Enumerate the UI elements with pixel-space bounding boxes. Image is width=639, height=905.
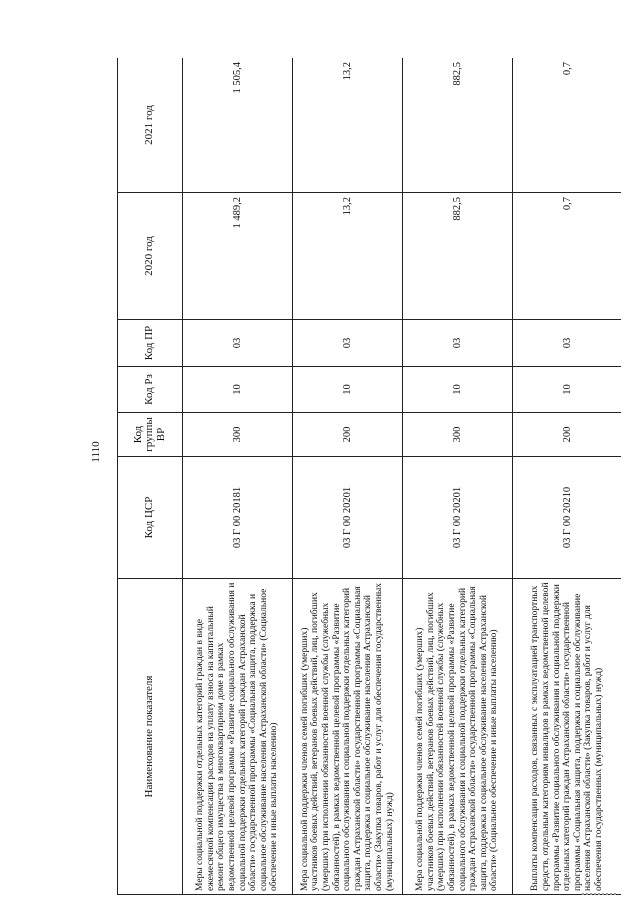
- row-pr: 03: [293, 320, 403, 367]
- row-rz: 10: [513, 367, 622, 413]
- page-number: 1110: [90, 441, 102, 463]
- table-row: [183, 58, 293, 895]
- table-row: [293, 58, 403, 895]
- table-container: [117, 58, 621, 895]
- row-csr: 03 Г 00 20210: [513, 457, 622, 579]
- header-rz: Код Рз: [118, 367, 183, 413]
- row-vr: 300: [183, 413, 293, 457]
- budget-table: [117, 58, 621, 895]
- header-name: Наименование показателя: [118, 579, 183, 895]
- row-name: Мера социальной поддержки членов семей погибших (умерших) участников боевых действий, ветеранов боевых действий, лиц, погибших (умерших) при исполнении обязанностей военной службы (служебных обязанностей), в рамках ведомственной целевой программы «Развитие социального обслуживания и социальной поддержки отдельных категорий граждан Астраханской области» государственной программы «Социальная защита, поддержка и социальное обслуживание населения Астраханской области» (Социальное обеспечение и иные выплаты населению): [403, 579, 513, 895]
- row-csr: 03 Г 00 20201: [293, 457, 403, 579]
- row-2020: 882,5: [403, 193, 513, 320]
- row-pr: 03: [513, 320, 622, 367]
- scan-mark: [582, 893, 616, 895]
- row-2020: 1 489,2: [183, 193, 293, 320]
- row-pr: 03: [403, 320, 513, 367]
- header-pr: Код ПР: [118, 320, 183, 367]
- table-row: [513, 58, 622, 895]
- row-vr: 200: [513, 413, 622, 457]
- row-2021: 13,2: [293, 58, 403, 193]
- row-2021: 1 505,4: [183, 58, 293, 193]
- row-2021: 882,5: [403, 58, 513, 193]
- rotated-table-frame: [117, 58, 621, 895]
- row-name: Мера социальной поддержки членов семей погибших (умерших) участников боевых действий, ветеранов боевых действий, лиц, погибших (умерших) при исполнении обязанностей военной службы (служебных обязанностей), в рамках ведомственной целевой программы «Развитие социального обслуживания и социальной поддержки отдельных категорий граждан Астраханской области» государственной программы «Социальная защита, поддержка и социальное обслуживание населения Астраханской области» (Закупка товаров, работ и услуг для обеспечения государственных (муниципальных) нужд): [293, 579, 403, 895]
- header-row: [118, 58, 183, 895]
- row-2021: 0,7: [513, 58, 622, 193]
- header-csr: Код ЦСР: [118, 457, 183, 579]
- row-2020: 0,7: [513, 193, 622, 320]
- row-vr: 200: [293, 413, 403, 457]
- row-name: Выплаты компенсации расходов, связанных с эксплуатацией транспортных средств, отдельным категориям инвалидов в рамках ведомственной целевой программы «Развитие социального обслуживания и социальной поддержки отдельных категорий граждан Астраханской области» государственной программы «Социальная защита, поддержка и социальное обслуживание населения Астраханской области» (Закупка товаров, работ и услуг для обеспечения государственных (муниципальных) нужд): [513, 579, 622, 895]
- row-2020: 13,2: [293, 193, 403, 320]
- row-csr: 03 Г 00 20181: [183, 457, 293, 579]
- header-2020: 2020 год: [118, 193, 183, 320]
- header-vr: Код группы ВР: [118, 413, 183, 457]
- row-pr: 03: [183, 320, 293, 367]
- table-row: [403, 58, 513, 895]
- row-rz: 10: [403, 367, 513, 413]
- row-rz: 10: [183, 367, 293, 413]
- row-csr: 03 Г 00 20201: [403, 457, 513, 579]
- row-vr: 300: [403, 413, 513, 457]
- header-2021: 2021 год: [118, 58, 183, 193]
- row-name: Меры социальной поддержки отдельных категорий граждан в виде ежемесячной компенсации расходов на уплату взноса на капитальный ремонт общего имущества в многоквартирном доме в рамках ведомственной целевой программы «Развитие социального обслуживания и социальной поддержки отдельных категорий граждан Астраханской области» государственной программы «Социальная защита, поддержка и социальное обслуживание населения Астраханской области» (Социальное обеспечение и иные выплаты населению): [183, 579, 293, 895]
- row-rz: 10: [293, 367, 403, 413]
